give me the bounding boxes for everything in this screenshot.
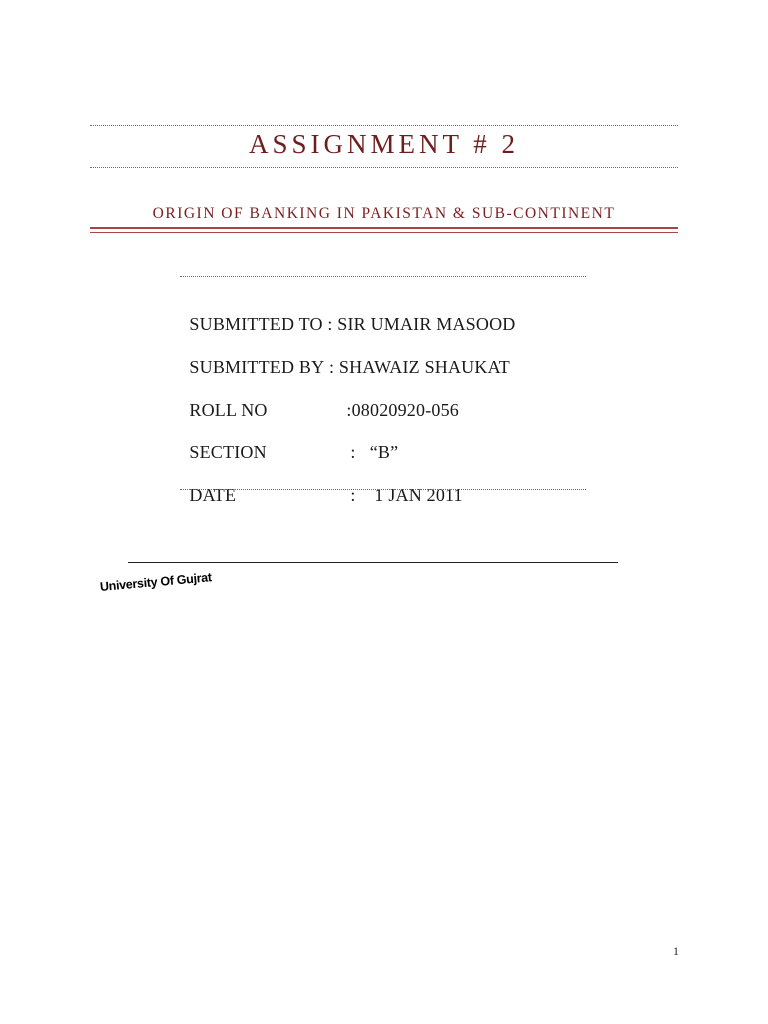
title-bottom-rule [90,167,678,168]
separator-line [128,562,618,563]
date-separator: : [350,485,375,505]
section-value: “B” [369,442,399,462]
date-row [180,462,463,506]
subtitle-rule-thick [90,227,678,229]
roll-no-separator: : [346,400,352,420]
submitted-by-row [180,334,510,378]
submitted-by-value: SHAWAIZ SHAUKAT [338,357,510,377]
roll-no-row [180,377,459,421]
date-value: 1 JAN 2011 [374,485,463,505]
submitted-by-separator: : [324,357,339,377]
document-subtitle: ORIGIN OF BANKING IN PAKISTAN & SUB-CONTINENT [152,205,616,222]
details-bottom-rule [180,489,586,490]
subtitle-rule-thin [90,232,678,233]
date-label: DATE [189,485,237,505]
university-logo-text: University Of Gujrat [99,570,213,594]
roll-no-value: 08020920-056 [351,400,460,420]
details-top-rule [180,276,586,277]
submitted-to-label: SUBMITTED TO [189,314,323,334]
page-number: 1 [673,944,679,958]
submitted-to-separator: : [322,314,338,334]
section-row [180,419,398,463]
submitted-to-row [180,291,516,335]
section-separator: : [350,442,370,462]
submitted-to-value: SIR UMAIR MASOOD [337,314,516,334]
roll-no-label: ROLL NO [189,400,268,420]
submitted-by-label: SUBMITTED BY [189,357,325,377]
document-title: ASSIGNMENT # 2 [248,129,520,159]
section-label: SECTION [189,442,267,462]
